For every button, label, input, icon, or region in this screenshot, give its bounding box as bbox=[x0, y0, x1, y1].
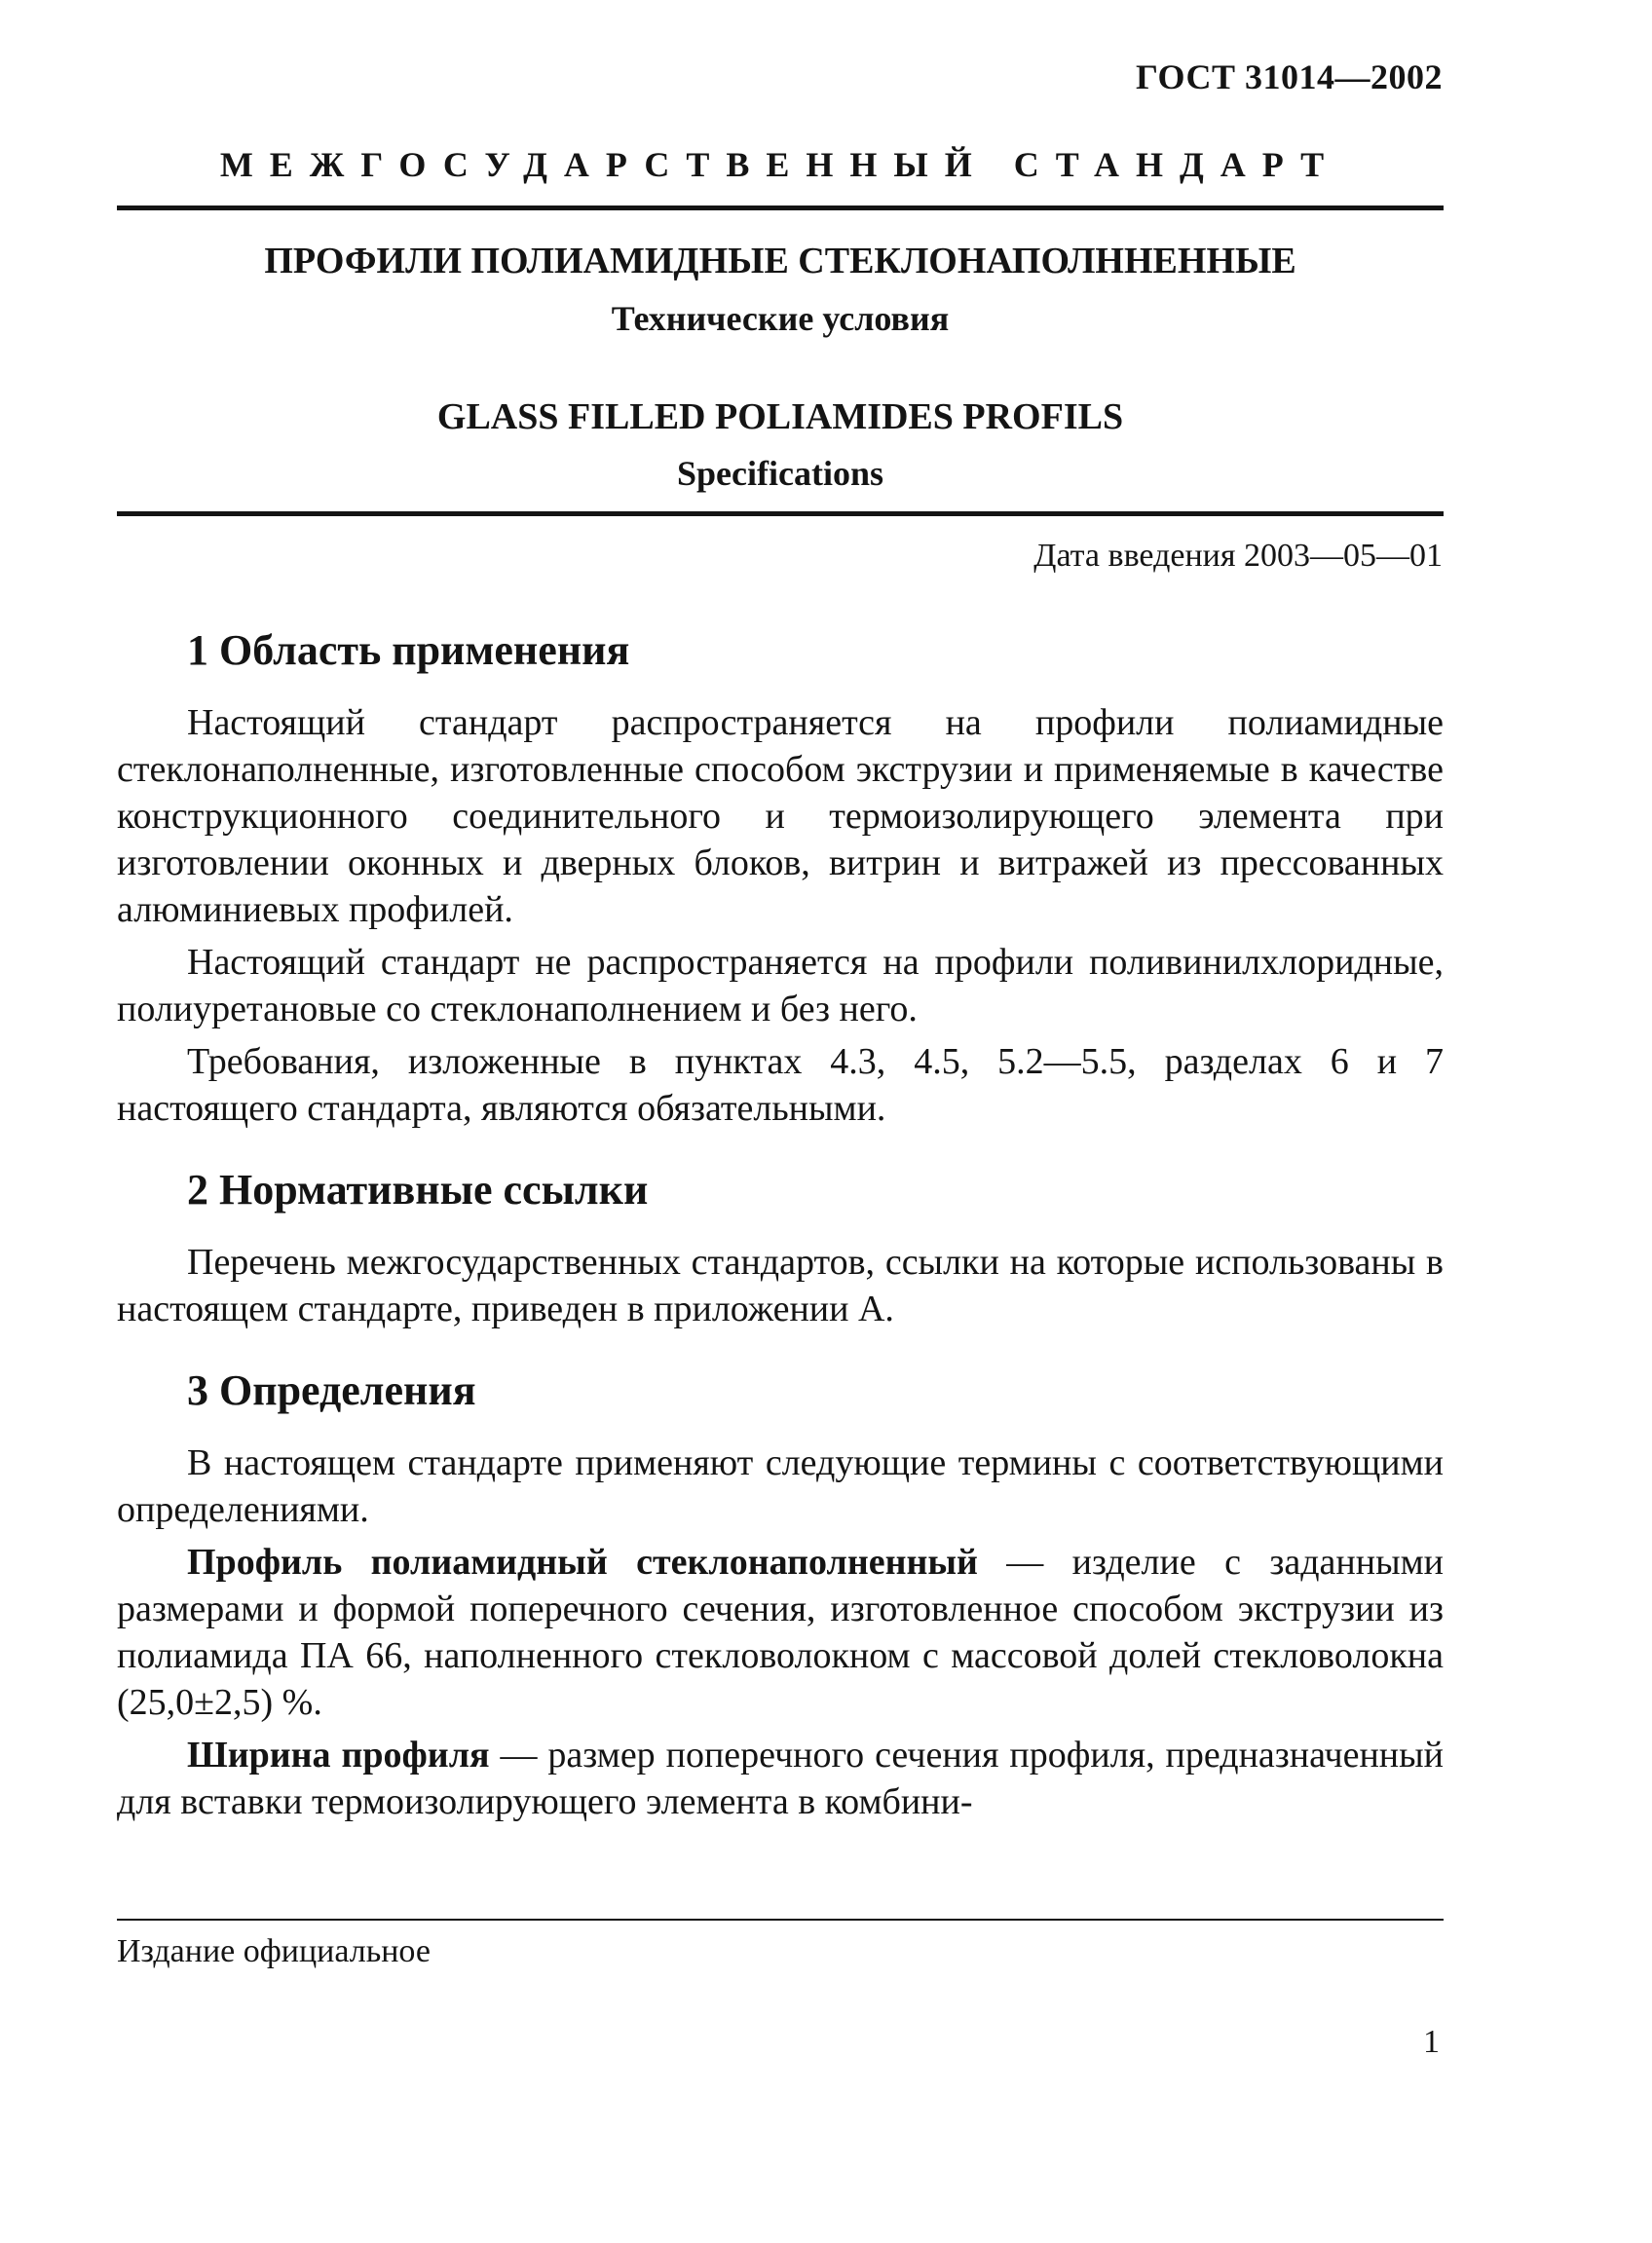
section-definitions bbox=[117, 1364, 1444, 1825]
paragraph: В настоящем стандарте применяют следующие термины с соответствующими определениями. bbox=[117, 1442, 1444, 1530]
section-heading: 1 Область применения bbox=[187, 626, 630, 674]
definition-paragraph bbox=[117, 1539, 1444, 1726]
paragraph: Перечень межгосударственных стандартов, ссылки на которые использованы в настоящем стандарте, приведен в приложении А. bbox=[117, 1242, 1444, 1329]
introduction-date: Дата введения 2003—05—01 bbox=[1033, 538, 1443, 574]
definition-paragraph bbox=[117, 1732, 1444, 1825]
paragraph: Требования, изложенные в пунктах 4.3, 4.5, 5.2—5.5, разделах 6 и 7 настоящего стандарта, являются обязательными. bbox=[117, 1041, 1444, 1129]
paragraph: Настоящий стандарт не распространяется на профили поливинилхлоридные, полиуретановые со стеклонаполнением и без него. bbox=[117, 942, 1444, 1029]
term: Профиль полиамидный стеклонаполненный bbox=[187, 1542, 978, 1583]
title-russian: ПРОФИЛИ ПОЛИАМИДНЫЕ СТЕКЛОНАПОЛННЕННЫЕ bbox=[264, 241, 1296, 281]
footer-divider bbox=[117, 1919, 1444, 1921]
title-divider bbox=[117, 511, 1444, 516]
official-edition-note: Издание официальное bbox=[117, 1933, 431, 1969]
term: Ширина профиля bbox=[187, 1735, 490, 1776]
document-body bbox=[117, 623, 1444, 1856]
title-english: GLASS FILLED POLIAMIDES PROFILS bbox=[436, 396, 1124, 437]
paragraph: Настоящий стандарт распространяется на профили полиамидные стеклонаполненные, изготовленные способом экструзии и применяемые в качестве конструкционного соединительного и термоизолирующего элемента при изготовлении оконных и дверных блоков, витрин и витражей из прессованных алюминиевых профилей. bbox=[117, 702, 1444, 930]
definition-text: — изделие с заданными размерами и формой поперечного сечения, изготовленное способом экструзии из полиамида ПА 66, наполненного стекловолокном с массовой долей стекловолокна (25,0±2,5) %. bbox=[117, 1542, 1444, 1723]
document-number: ГОСТ 31014—2002 bbox=[1136, 57, 1443, 96]
definition-text: — размер поперечного сечения профиля, предназначенный для вставки термоизолирующего элемента в комбини- bbox=[117, 1735, 1445, 1822]
section-scope bbox=[117, 623, 1444, 1132]
section-heading: 3 Определения bbox=[187, 1366, 476, 1414]
interstate-standard-label: МЕЖГОСУДАРСТВЕННЫЙ СТАНДАРТ bbox=[219, 145, 1341, 184]
section-normative-references bbox=[117, 1163, 1444, 1332]
page-number: 1 bbox=[1423, 2024, 1440, 2060]
top-divider bbox=[117, 206, 1444, 210]
section-heading: 2 Нормативные ссылки bbox=[187, 1166, 649, 1214]
subtitle-russian: Технические условия bbox=[611, 299, 950, 338]
subtitle-english: Specifications bbox=[677, 454, 883, 493]
